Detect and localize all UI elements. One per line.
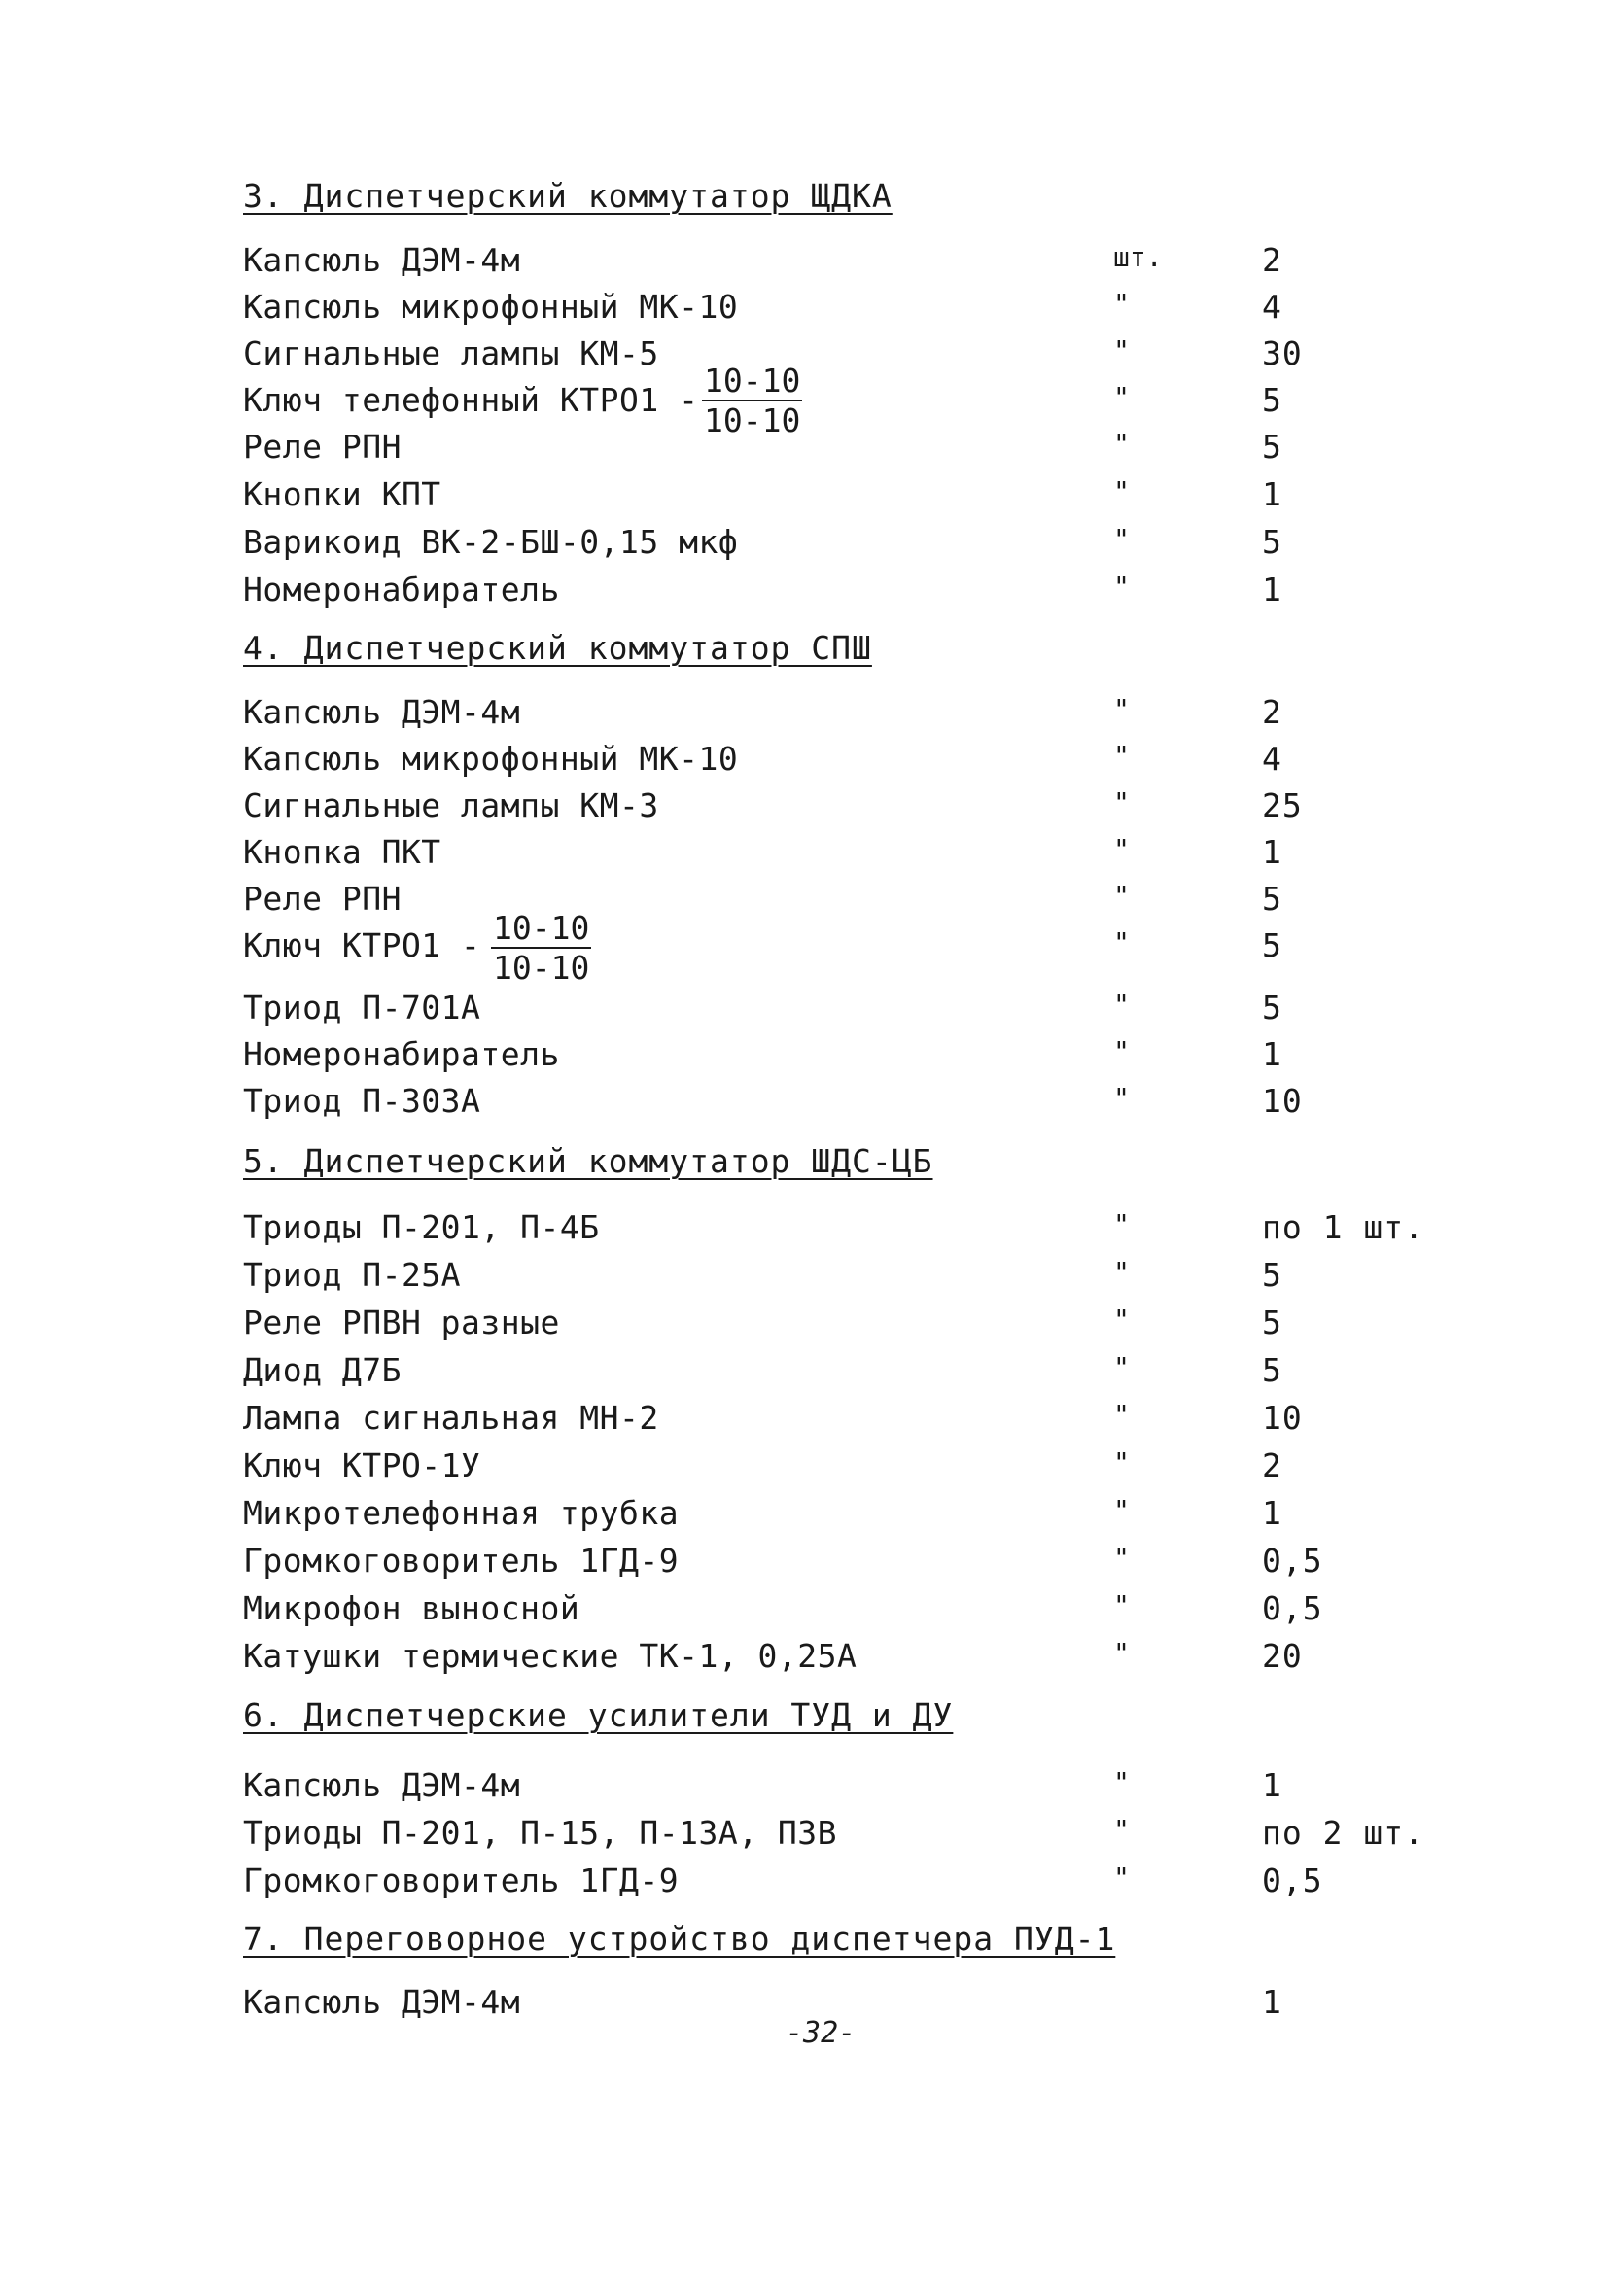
item-qty: 5 bbox=[1262, 1304, 1282, 1341]
list-item bbox=[0, 880, 1611, 926]
item-qty: по 2 шт. bbox=[1262, 1814, 1424, 1852]
item-unit: " bbox=[1113, 1589, 1130, 1621]
item-unit: " bbox=[1113, 1542, 1130, 1574]
item-name: Капсюль ДЭМ-4м bbox=[243, 693, 521, 731]
item-qty: 0,5 bbox=[1262, 1589, 1323, 1627]
list-item bbox=[0, 1542, 1611, 1588]
list-item bbox=[0, 475, 1611, 522]
section-7-heading: 7. Переговорное устройство диспетчера ПУД-1 bbox=[243, 1920, 1116, 1958]
list-item bbox=[0, 1351, 1611, 1398]
item-name: Номеронабиратель bbox=[243, 1035, 560, 1073]
item-qty: 20 bbox=[1262, 1637, 1303, 1675]
list-item bbox=[0, 381, 1611, 428]
item-unit: " bbox=[1113, 1082, 1130, 1114]
item-unit: " bbox=[1113, 880, 1130, 912]
item-name: Триод П-303А bbox=[243, 1082, 481, 1120]
item-name: Варикоид ВК-2-БШ-0,15 мкф bbox=[243, 523, 739, 561]
list-item bbox=[0, 1399, 1611, 1445]
item-unit: " bbox=[1113, 334, 1130, 366]
list-item bbox=[0, 989, 1611, 1035]
item-qty: 1 bbox=[1262, 1035, 1282, 1073]
list-item bbox=[0, 833, 1611, 880]
item-unit: " bbox=[1113, 1399, 1130, 1431]
item-name: Сигнальные лампы КМ-5 bbox=[243, 334, 659, 372]
list-item bbox=[0, 1304, 1611, 1350]
item-name: Сигнальные лампы КМ-3 bbox=[243, 786, 659, 824]
item-qty: 5 bbox=[1262, 1256, 1282, 1294]
list-item bbox=[0, 1637, 1611, 1684]
fraction-denominator: 10-10 bbox=[704, 401, 801, 439]
item-unit: " bbox=[1113, 1351, 1130, 1383]
item-name: Триоды П-201, П-4Б bbox=[243, 1208, 600, 1246]
list-item bbox=[0, 740, 1611, 786]
item-qty: 10 bbox=[1262, 1399, 1303, 1437]
list-item bbox=[0, 288, 1611, 334]
item-unit: " bbox=[1113, 1256, 1130, 1288]
section-6-heading: 6. Диспетчерские усилители ТУД и ДУ bbox=[243, 1696, 954, 1734]
item-unit: " bbox=[1113, 1766, 1130, 1798]
item-qty: 2 bbox=[1262, 241, 1282, 279]
item-name: Реле РПВН разные bbox=[243, 1304, 560, 1341]
list-item bbox=[0, 334, 1611, 381]
item-qty: 5 bbox=[1262, 523, 1282, 561]
list-item bbox=[0, 1494, 1611, 1541]
list-item bbox=[0, 1082, 1611, 1129]
item-unit: " bbox=[1113, 740, 1130, 772]
list-item bbox=[0, 1256, 1611, 1303]
item-name: Капсюль ДЭМ-4м bbox=[243, 1983, 521, 2021]
item-name: Триоды П-201, П-15, П-13А, П3В bbox=[243, 1814, 838, 1852]
item-name: Триод П-25А bbox=[243, 1256, 462, 1294]
item-name: Капсюль микрофонный МК-10 bbox=[243, 288, 739, 326]
item-unit: " bbox=[1113, 1814, 1130, 1846]
list-item bbox=[0, 1208, 1611, 1255]
item-qty: 1 bbox=[1262, 1766, 1282, 1804]
item-unit: " bbox=[1113, 1494, 1130, 1526]
item-name: Капсюль ДЭМ-4м bbox=[243, 241, 521, 279]
list-item bbox=[0, 1035, 1611, 1082]
page-number: -32- bbox=[786, 2016, 857, 2050]
list-item bbox=[0, 926, 1611, 973]
item-name: Реле РПН bbox=[243, 428, 402, 466]
item-name: Микротелефонная трубка bbox=[243, 1494, 680, 1532]
fraction bbox=[491, 909, 591, 987]
item-unit: " bbox=[1113, 428, 1130, 460]
list-item bbox=[0, 428, 1611, 474]
list-item bbox=[0, 1446, 1611, 1493]
item-qty: 5 bbox=[1262, 880, 1282, 918]
item-qty: 1 bbox=[1262, 833, 1282, 871]
item-unit: " bbox=[1113, 571, 1130, 603]
item-name: Кнопки КПТ bbox=[243, 475, 441, 513]
item-qty: 2 bbox=[1262, 1446, 1282, 1484]
item-name: Реле РПН bbox=[243, 880, 402, 918]
list-item bbox=[0, 1861, 1611, 1908]
item-unit: " bbox=[1113, 926, 1130, 958]
item-unit: " bbox=[1113, 1861, 1130, 1894]
fraction-denominator: 10-10 bbox=[493, 949, 590, 987]
item-unit: " bbox=[1113, 1035, 1130, 1067]
list-item bbox=[0, 693, 1611, 740]
item-qty: 2 bbox=[1262, 693, 1282, 731]
item-name: Громкоговоритель 1ГД-9 bbox=[243, 1542, 680, 1580]
item-qty: 0,5 bbox=[1262, 1861, 1323, 1899]
item-unit: " bbox=[1113, 288, 1130, 320]
section-4-heading: 4. Диспетчерский коммутатор СПШ bbox=[243, 629, 872, 667]
item-qty: 10 bbox=[1262, 1082, 1303, 1120]
list-item bbox=[0, 571, 1611, 617]
item-name: Ключ КТРО-1У bbox=[243, 1446, 481, 1484]
item-unit: " bbox=[1113, 693, 1130, 725]
item-qty: 0,5 bbox=[1262, 1542, 1323, 1580]
item-name: Лампа сигнальная МН-2 bbox=[243, 1399, 659, 1437]
item-unit: " bbox=[1113, 381, 1130, 413]
item-unit: " bbox=[1113, 1637, 1130, 1669]
fraction-numerator: 10-10 bbox=[704, 362, 801, 400]
item-name: Громкоговоритель 1ГД-9 bbox=[243, 1861, 680, 1899]
item-unit: " bbox=[1113, 989, 1130, 1021]
item-qty: 1 bbox=[1262, 475, 1282, 513]
item-unit: " bbox=[1113, 1304, 1130, 1336]
item-qty: 5 bbox=[1262, 381, 1282, 419]
item-qty: 30 bbox=[1262, 334, 1303, 372]
item-qty: 5 bbox=[1262, 428, 1282, 466]
item-qty: по 1 шт. bbox=[1262, 1208, 1424, 1246]
list-item bbox=[0, 786, 1611, 833]
item-unit: " bbox=[1113, 1208, 1130, 1240]
item-name: Капсюль ДЭМ-4м bbox=[243, 1766, 521, 1804]
fraction-numerator: 10-10 bbox=[493, 909, 590, 947]
item-name: Кнопка ПКТ bbox=[243, 833, 441, 871]
item-qty: 1 bbox=[1262, 571, 1282, 609]
section-5-heading: 5. Диспетчерский коммутатор ШДС-ЦБ bbox=[243, 1142, 933, 1180]
list-item bbox=[0, 1814, 1611, 1861]
item-qty: 4 bbox=[1262, 740, 1282, 778]
item-qty: 4 bbox=[1262, 288, 1282, 326]
item-qty: 1 bbox=[1262, 1494, 1282, 1532]
item-qty: 25 bbox=[1262, 786, 1303, 824]
item-unit: " bbox=[1113, 523, 1130, 555]
item-qty: 5 bbox=[1262, 926, 1282, 964]
item-name: Ключ телефонный КТРО1 - bbox=[243, 381, 699, 419]
item-name: Номеронабиратель bbox=[243, 571, 560, 609]
item-qty: 5 bbox=[1262, 989, 1282, 1026]
section-3-heading: 3. Диспетчерский коммутатор ЩДКА bbox=[243, 177, 893, 215]
list-item bbox=[0, 523, 1611, 570]
item-name: Диод Д7Б bbox=[243, 1351, 402, 1389]
item-name: Капсюль микрофонный МК-10 bbox=[243, 740, 739, 778]
item-unit: " bbox=[1113, 1446, 1130, 1478]
list-item bbox=[0, 1766, 1611, 1813]
item-name: Ключ КТРО1 - bbox=[243, 926, 481, 964]
item-name: Триод П-701А bbox=[243, 989, 481, 1026]
item-unit: " bbox=[1113, 833, 1130, 865]
item-unit: шт. bbox=[1113, 241, 1163, 273]
item-qty: 5 bbox=[1262, 1351, 1282, 1389]
item-unit: " bbox=[1113, 786, 1130, 818]
list-item bbox=[0, 241, 1611, 288]
item-name: Микрофон выносной bbox=[243, 1589, 580, 1627]
list-item bbox=[0, 1589, 1611, 1636]
item-qty: 1 bbox=[1262, 1983, 1282, 2021]
item-name: Катушки термические ТК-1, 0,25А bbox=[243, 1637, 858, 1675]
item-unit: " bbox=[1113, 475, 1130, 507]
